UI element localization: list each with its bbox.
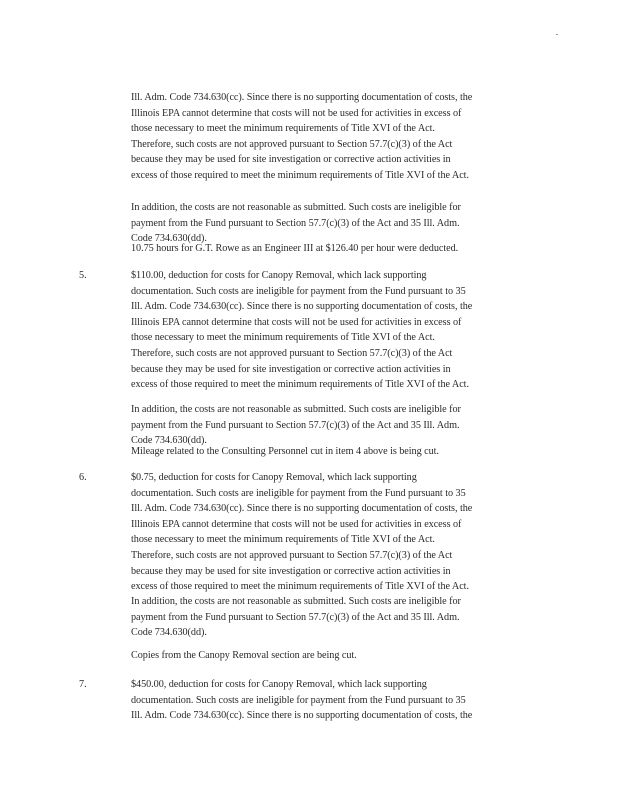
paragraph-item6-reasonableness: In addition, the costs are not reasonable as submitted. Such costs are ineligible for payment from the Fund pursuant to Section 57.7(c)(3) of the Act and 35 Ill. Adm. Code 734.630(dd). [131, 596, 461, 639]
item-number-6: 6. [79, 472, 87, 483]
scan-speck [556, 34, 558, 35]
paragraph-item4-continuation: Ill. Adm. Code 734.630(cc). Since there is no supporting documentation of costs, the Illinois EPA cannot determine that costs will not be used for activities in excess of those necessary to meet the minimum requirements of Title XVI of the Act. Therefore, such costs are not approved pursuant to Section 57.7(c)(3) of the Act because they may be used for site investigation or corrective action activities in excess of those required to meet the minimum requirements of Title XVI of the Act. [131, 92, 473, 181]
paragraph-item4-reasonableness: In addition, the costs are not reasonable as submitted. Such costs are ineligible for payment from the Fund pursuant to Section 57.7(c)(3) of the Act and 35 Ill. Adm. Code 734.630(dd). [131, 202, 461, 245]
item-number-5: 5. [79, 270, 87, 281]
paragraph-item5: $110.00, deduction for costs for Canopy Removal, which lack supporting documentation. Such costs are ineligible for payment from the Fund pursuant to 35 Ill. Adm. Code 734.630(cc). Since there is no supporting documentation of costs, the Illinois EPA cannot determine that costs will not be used for activities in excess of those necessary to meet the minimum requirements of Title XVI of the Act. Therefore, such costs are not approved pursuant to Section 57.7(c)(3) of the Act because they may be used for site investigation or corrective action activities in excess of those required to meet the minimum requirements of Title XVI of the Act. [131, 270, 473, 391]
paragraph-item5-reasonableness: In addition, the costs are not reasonable as submitted. Such costs are ineligible for payment from the Fund pursuant to Section 57.7(c)(3) of the Act and 35 Ill. Adm. Code 734.630(dd). [131, 404, 461, 447]
paragraph-item6: $0.75, deduction for costs for Canopy Removal, which lack supporting documentation. Such costs are ineligible for payment from the Fund pursuant to 35 Ill. Adm. Code 734.630(cc). Since there is no supporting documentation of costs, the Illinois EPA cannot determine that costs will not be used for activities in excess of those necessary to meet the minimum requirements of Title XVI of the Act. Therefore, such costs are not approved pursuant to Section 57.7(c)(3) of the Act because they may be used for site investigation or corrective action activities in excess of those required to meet the minimum requirements of Title XVI of the Act. [131, 472, 473, 593]
paragraph-item7: $450.00, deduction for costs for Canopy Removal, which lack supporting documentation. Such costs are ineligible for payment from the Fund pursuant to 35 Ill. Adm. Code 734.630(cc). Since there is no supporting documentation of costs, the [131, 679, 473, 722]
paragraph-item5-mileage: Mileage related to the Consulting Personnel cut in item 4 above is being cut. [131, 446, 439, 457]
paragraph-item4-hours-deducted: 10.75 hours for G.T. Rowe as an Engineer III at $126.40 per hour were deducted. [131, 243, 459, 254]
item-number-7: 7. [79, 679, 87, 690]
paragraph-item6-copies: Copies from the Canopy Removal section are being cut. [131, 650, 357, 661]
